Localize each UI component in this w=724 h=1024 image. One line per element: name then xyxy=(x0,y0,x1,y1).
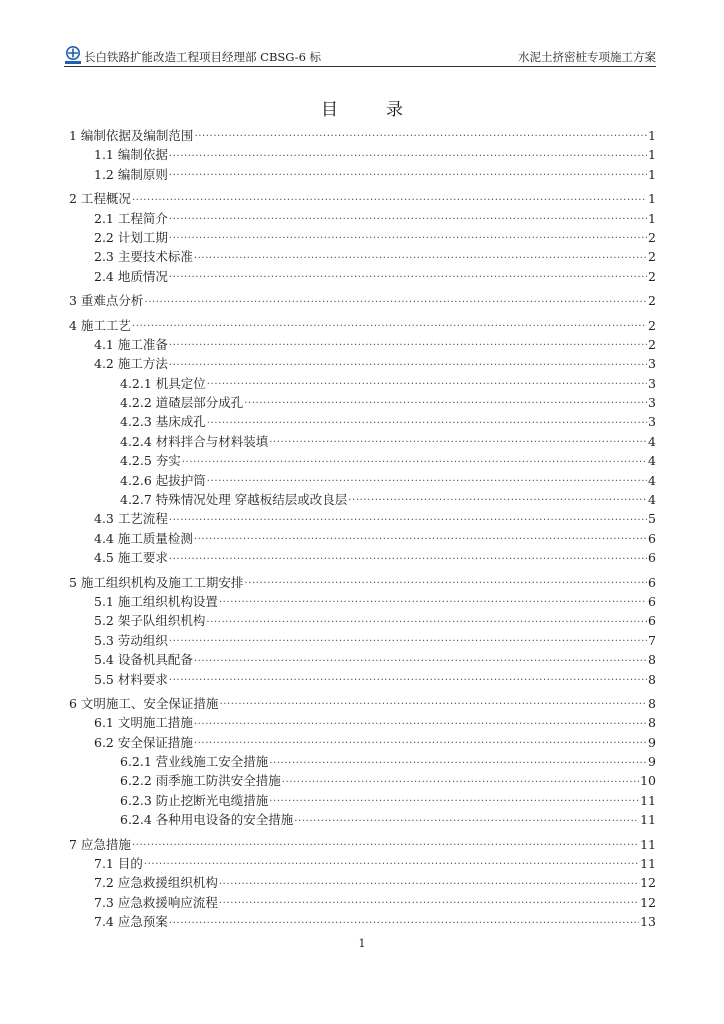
toc-entry-page: 1 xyxy=(648,191,656,207)
toc-entry-page: 2 xyxy=(648,229,656,245)
toc-entry[interactable] xyxy=(69,432,656,451)
toc-entry[interactable] xyxy=(69,126,656,145)
toc-entry-label: 6.2.2 雨季施工防洪安全措施 xyxy=(120,773,281,789)
toc-dot-leader xyxy=(219,874,639,890)
toc-entry-label: 4.2.3 基床成孔 xyxy=(120,414,206,430)
toc-entry-page: 4 xyxy=(648,492,656,508)
toc-dot-leader xyxy=(269,791,639,807)
header-document-title: 水泥土挤密桩专项施工方案 xyxy=(518,50,656,64)
toc-entry-label: 4.4 施工质量检测 xyxy=(94,530,193,546)
toc-dot-leader xyxy=(132,835,639,851)
toc-dot-leader xyxy=(194,714,647,730)
toc-entry-label: 4.5 施工要求 xyxy=(94,550,168,566)
toc-dot-leader xyxy=(207,374,647,390)
toc-entry-label: 7.4 应急预案 xyxy=(94,914,168,930)
toc-entry-label: 6.2.4 各种用电设备的安全措施 xyxy=(120,812,294,828)
toc-entry-page: 11 xyxy=(640,856,656,872)
toc-entry[interactable] xyxy=(69,791,656,810)
toc-entry-label: 4.2.2 道碴层部分成孔 xyxy=(120,395,244,411)
toc-entry-page: 3 xyxy=(648,356,656,372)
toc-entry-label: 4.2.6 起拔护筒 xyxy=(120,472,206,488)
toc-entry-label: 3 重难点分析 xyxy=(69,293,144,309)
toc-entry-page: 13 xyxy=(640,914,656,930)
toc-entry-page: 2 xyxy=(648,293,656,309)
toc-entry[interactable] xyxy=(69,713,656,732)
toc-dot-leader xyxy=(182,452,647,468)
toc-dot-leader xyxy=(244,573,647,589)
toc-entry-label: 2 工程概况 xyxy=(69,191,131,207)
toc-entry-label: 7.3 应急救援响应流程 xyxy=(94,894,218,910)
toc-heading-part1: 目 xyxy=(321,100,338,120)
toc-entry-page: 1 xyxy=(648,166,656,182)
toc-dot-leader xyxy=(194,733,647,749)
toc-entry-page: 4 xyxy=(648,472,656,488)
toc-dot-leader xyxy=(132,190,647,206)
toc-dot-leader xyxy=(219,694,647,710)
toc-entry-page: 9 xyxy=(648,734,656,750)
toc-entry[interactable] xyxy=(69,471,656,490)
toc-dot-leader xyxy=(132,316,647,332)
toc-entry-page: 2 xyxy=(648,336,656,352)
toc-entry-page: 9 xyxy=(648,754,656,770)
toc-entry-page: 8 xyxy=(648,671,656,687)
toc-dot-leader xyxy=(169,670,647,686)
toc-entry-page: 4 xyxy=(648,433,656,449)
toc-entry-page: 11 xyxy=(640,836,656,852)
toc-entry[interactable] xyxy=(69,247,656,266)
toc-entry[interactable] xyxy=(69,873,656,892)
toc-entry[interactable] xyxy=(69,573,656,592)
toc-entry[interactable] xyxy=(69,509,656,528)
toc-entry[interactable] xyxy=(69,611,656,630)
toc-dot-leader xyxy=(294,811,639,827)
toc-entry-label: 7 应急措施 xyxy=(69,836,131,852)
toc-dot-leader xyxy=(207,471,647,487)
toc-entry-page: 12 xyxy=(640,875,656,891)
header-project-title: 长白铁路扩能改造工程项目经理部 CBSG-6 标 xyxy=(84,50,322,64)
toc-entry-label: 4.2 施工方法 xyxy=(94,356,168,372)
toc-dot-leader xyxy=(194,248,647,264)
toc-entry-page: 2 xyxy=(648,249,656,265)
toc-entry[interactable] xyxy=(69,335,656,354)
toc-entry-label: 6.2.1 营业线施工安全措施 xyxy=(120,754,269,770)
toc-entry-label: 4.2.4 材料拌合与材料装填 xyxy=(120,433,269,449)
toc-entry[interactable] xyxy=(69,393,656,412)
toc-entry-page: 10 xyxy=(640,773,656,789)
toc-dot-leader xyxy=(244,393,647,409)
toc-entry-label: 5.1 施工组织机构设置 xyxy=(94,593,218,609)
toc-entry[interactable] xyxy=(69,209,656,228)
toc-entry-page: 6 xyxy=(648,593,656,609)
toc-dot-leader xyxy=(194,651,647,667)
toc-entry-label: 5.3 劳动组织 xyxy=(94,632,168,648)
toc-entry[interactable] xyxy=(69,670,656,689)
toc-entry[interactable] xyxy=(69,267,656,286)
toc-dot-leader xyxy=(169,355,647,371)
toc-entry-page: 2 xyxy=(648,317,656,333)
toc-entry[interactable] xyxy=(69,354,656,373)
toc-entry[interactable] xyxy=(69,412,656,431)
toc-entry-label: 5 施工组织机构及施工工期安排 xyxy=(69,574,244,590)
toc-entry[interactable] xyxy=(69,893,656,912)
crcc-logo-icon xyxy=(64,46,82,66)
toc-dot-leader xyxy=(169,165,647,181)
toc-dot-leader xyxy=(269,432,647,448)
toc-dot-leader xyxy=(169,228,647,244)
toc-entry-page: 3 xyxy=(648,414,656,430)
toc-dot-leader xyxy=(194,529,647,545)
toc-entry-label: 1 编制依据及编制范围 xyxy=(69,127,194,143)
table-of-contents xyxy=(69,126,656,932)
toc-entry[interactable] xyxy=(69,631,656,650)
toc-entry-label: 4.3 工艺流程 xyxy=(94,511,168,527)
toc-entry[interactable] xyxy=(69,694,656,713)
toc-entry-page: 3 xyxy=(648,395,656,411)
toc-entry-label: 4.2.1 机具定位 xyxy=(120,375,206,391)
toc-dot-leader xyxy=(169,631,647,647)
toc-entry[interactable] xyxy=(69,228,656,247)
toc-entry[interactable] xyxy=(69,451,656,470)
toc-dot-leader xyxy=(206,612,647,628)
toc-entry[interactable] xyxy=(69,810,656,829)
toc-entry-page: 11 xyxy=(640,792,656,808)
toc-entry[interactable] xyxy=(69,145,656,164)
toc-entry-page: 4 xyxy=(648,453,656,469)
toc-entry-page: 6 xyxy=(648,530,656,546)
toc-dot-leader xyxy=(169,267,647,283)
toc-entry-label: 5.4 设备机具配备 xyxy=(94,652,193,668)
page-header xyxy=(64,48,656,67)
toc-entry[interactable] xyxy=(69,733,656,752)
toc-entry[interactable] xyxy=(69,316,656,335)
toc-entry[interactable] xyxy=(69,912,656,931)
toc-entry[interactable] xyxy=(69,374,656,393)
toc-dot-leader xyxy=(207,413,647,429)
toc-entry-label: 7.2 应急救援组织机构 xyxy=(94,875,218,891)
toc-entry-label: 5.5 材料要求 xyxy=(94,671,168,687)
toc-entry[interactable] xyxy=(69,854,656,873)
toc-entry[interactable] xyxy=(69,189,656,208)
toc-heading xyxy=(0,95,724,120)
toc-entry-label: 2.4 地质情况 xyxy=(94,268,168,284)
toc-dot-leader xyxy=(348,490,647,506)
toc-dot-leader xyxy=(169,510,647,526)
toc-entry-label: 4 施工工艺 xyxy=(69,317,131,333)
toc-entry-label: 6 文明施工、安全保证措施 xyxy=(69,695,219,711)
toc-entry-page: 6 xyxy=(648,613,656,629)
toc-entry[interactable] xyxy=(69,650,656,669)
toc-entry-label: 2.2 计划工期 xyxy=(94,229,168,245)
toc-entry-label: 6.1 文明施工措施 xyxy=(94,715,193,731)
toc-dot-leader xyxy=(219,893,639,909)
toc-entry[interactable] xyxy=(69,490,656,509)
toc-dot-leader xyxy=(169,549,647,565)
toc-dot-leader xyxy=(194,126,647,142)
toc-entry-label: 4.2.5 夯实 xyxy=(120,453,181,469)
toc-entry-page: 7 xyxy=(648,632,656,648)
toc-entry-page: 1 xyxy=(648,127,656,143)
toc-entry[interactable] xyxy=(69,165,656,184)
toc-entry-label: 5.2 架子队组织机构 xyxy=(94,613,206,629)
toc-entry-page: 1 xyxy=(648,147,656,163)
toc-entry[interactable] xyxy=(69,752,656,771)
toc-heading-part2: 录 xyxy=(386,100,403,120)
toc-entry-label: 2.3 主要技术标准 xyxy=(94,249,193,265)
toc-entry-label: 4.1 施工准备 xyxy=(94,336,168,352)
toc-dot-leader xyxy=(169,209,647,225)
toc-dot-leader xyxy=(169,335,647,351)
toc-entry-page: 11 xyxy=(640,812,656,828)
toc-dot-leader xyxy=(219,592,647,608)
toc-entry-page: 5 xyxy=(648,511,656,527)
toc-dot-leader xyxy=(169,146,647,162)
toc-entry[interactable] xyxy=(69,548,656,567)
toc-dot-leader xyxy=(144,292,647,308)
toc-entry[interactable] xyxy=(69,592,656,611)
toc-entry-page: 6 xyxy=(648,574,656,590)
toc-entry-label: 1.1 编制依据 xyxy=(94,147,168,163)
toc-dot-leader xyxy=(282,772,639,788)
toc-entry-label: 6.2 安全保证措施 xyxy=(94,734,193,750)
toc-dot-leader xyxy=(169,913,639,929)
toc-entry-label: 6.2.3 防止挖断光电缆措施 xyxy=(120,792,269,808)
toc-entry-label: 1.2 编制原则 xyxy=(94,166,168,182)
toc-entry[interactable] xyxy=(69,835,656,854)
toc-dot-leader xyxy=(144,854,639,870)
toc-entry-page: 12 xyxy=(640,894,656,910)
toc-entry-page: 8 xyxy=(648,715,656,731)
toc-entry-page: 2 xyxy=(648,268,656,284)
toc-entry[interactable] xyxy=(69,529,656,548)
toc-entry-page: 3 xyxy=(648,375,656,391)
toc-entry-page: 8 xyxy=(648,695,656,711)
toc-entry-label: 2.1 工程简介 xyxy=(94,210,168,226)
page-number: 1 xyxy=(358,937,366,950)
toc-entry-page: 8 xyxy=(648,652,656,668)
toc-entry-page: 1 xyxy=(648,210,656,226)
toc-entry[interactable] xyxy=(69,772,656,791)
toc-entry[interactable] xyxy=(69,291,656,310)
toc-entry-page: 6 xyxy=(648,550,656,566)
toc-entry-label: 7.1 目的 xyxy=(94,856,143,872)
toc-entry-label: 4.2.7 特殊情况处理 穿越板结层或改良层 xyxy=(120,492,348,508)
toc-dot-leader xyxy=(269,753,647,769)
